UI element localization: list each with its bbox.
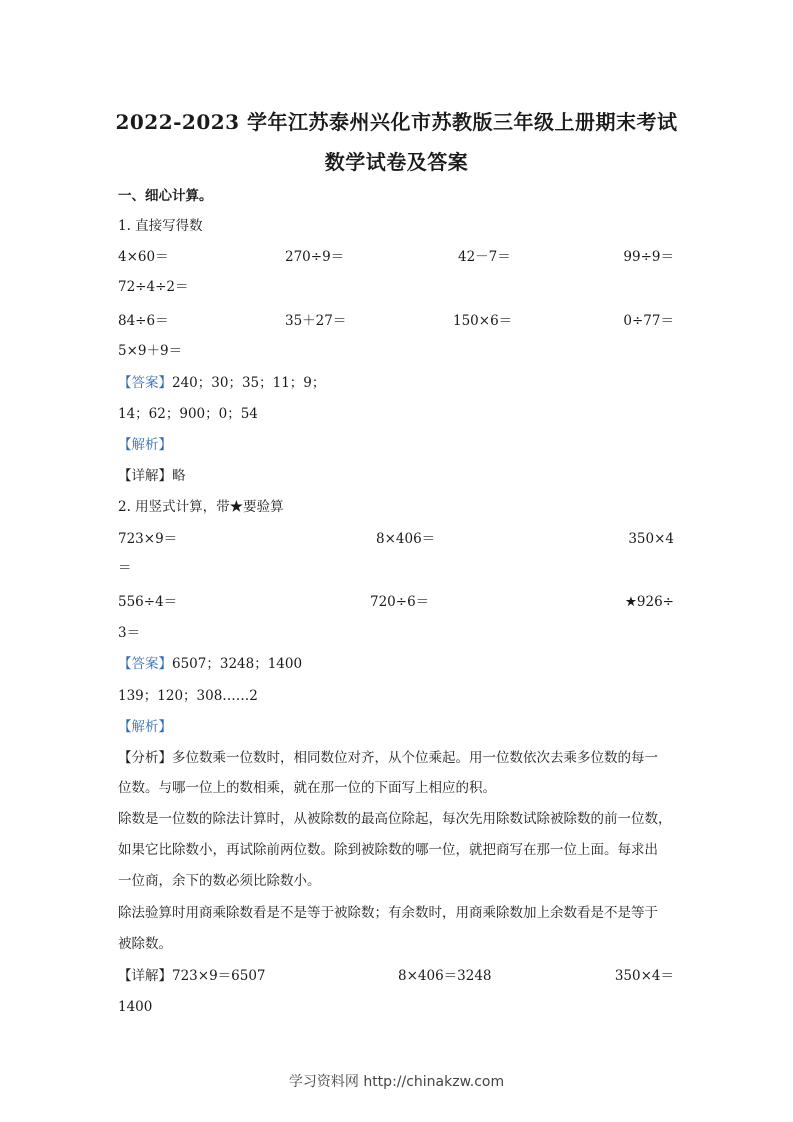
problem: ＝ [118,560,132,576]
analysis-label: 【解析】 [118,719,172,735]
analysis-paragraph: 被除数。 [118,936,172,952]
answer-label: 【答案】 [118,375,172,391]
document-title-line1: 2022-2023 学年江苏泰州兴化市苏教版三年级上册期末考试 [115,110,678,134]
answer-text: 14；62；900；0；54 [118,406,258,422]
problem: 270÷9＝ [285,249,345,265]
footer-watermark: 学习资料网 http://chinakzw.com [288,1074,505,1090]
analysis-paragraph: 位数。与哪一位上的数相乘，就在那一位的下面写上相应的积。 [118,780,496,796]
problem: 150×6＝ [453,313,513,329]
answer-text: 6507；3248；1400 [172,656,303,672]
detail-text: 1400 [118,999,153,1015]
question-2-answer [118,654,678,674]
question-1-heading: 1. 直接写得数 [118,218,203,234]
problem: 35＋27＝ [285,313,347,329]
analysis-paragraph: 一位商，余下的数必须比除数小。 [118,873,321,889]
section-heading: 一、细心计算。 [118,188,213,204]
problem: 720÷6＝ [370,594,430,610]
problem: 72÷4÷2＝ [118,279,189,295]
problem: 84÷6＝ [118,313,169,329]
detail-text: 【详解】略 [118,468,186,484]
answer-text: 240；30；35；11；9； [172,375,326,391]
problem: 556÷4＝ [118,594,178,610]
problem: 5×9＋9＝ [118,343,183,359]
answer-text: 139；120；308……2 [118,688,258,704]
problem: ★926÷ [624,594,674,610]
problem: 8×406＝ [376,531,436,547]
detail-text: 8×406＝3248 [398,968,492,984]
analysis-paragraph: 除法验算时用商乘除数看是不是等于被除数；有余数时，用商乘除数加上余数看是不是等于 [118,905,658,921]
problem: 42－7＝ [458,249,511,265]
detail-text: 【详解】723×9＝6507 [118,968,266,984]
problem: 723×9＝ [118,531,178,547]
analysis-label: 【解析】 [118,437,172,453]
analysis-paragraph: 除数是一位数的除法计算时，从被除数的最高位除起，每次先用除数试除被除数的前一位数， [118,811,672,827]
analysis-paragraph: 如果它比除数小，再试除前两位数。除到被除数的哪一位，就把商写在那一位上面。每求出 [118,842,658,858]
detail-text: 350×4＝ [614,968,674,984]
question-2-heading: 2. 用竖式计算，带★要验算 [118,499,284,515]
question-1-answer [118,373,678,393]
problem: 3＝ [118,625,141,641]
analysis-paragraph: 【分析】多位数乘一位数时，相同数位对齐，从个位乘起。用一位数依次去乘多位数的每一 [118,750,658,766]
document-title-line2: 数学试卷及答案 [324,150,469,174]
problem: 4×60＝ [118,249,169,265]
problem: 350×4 [628,531,674,547]
problem: 0÷77＝ [623,313,674,329]
answer-label: 【答案】 [118,656,172,672]
problem: 99÷9＝ [623,249,674,265]
